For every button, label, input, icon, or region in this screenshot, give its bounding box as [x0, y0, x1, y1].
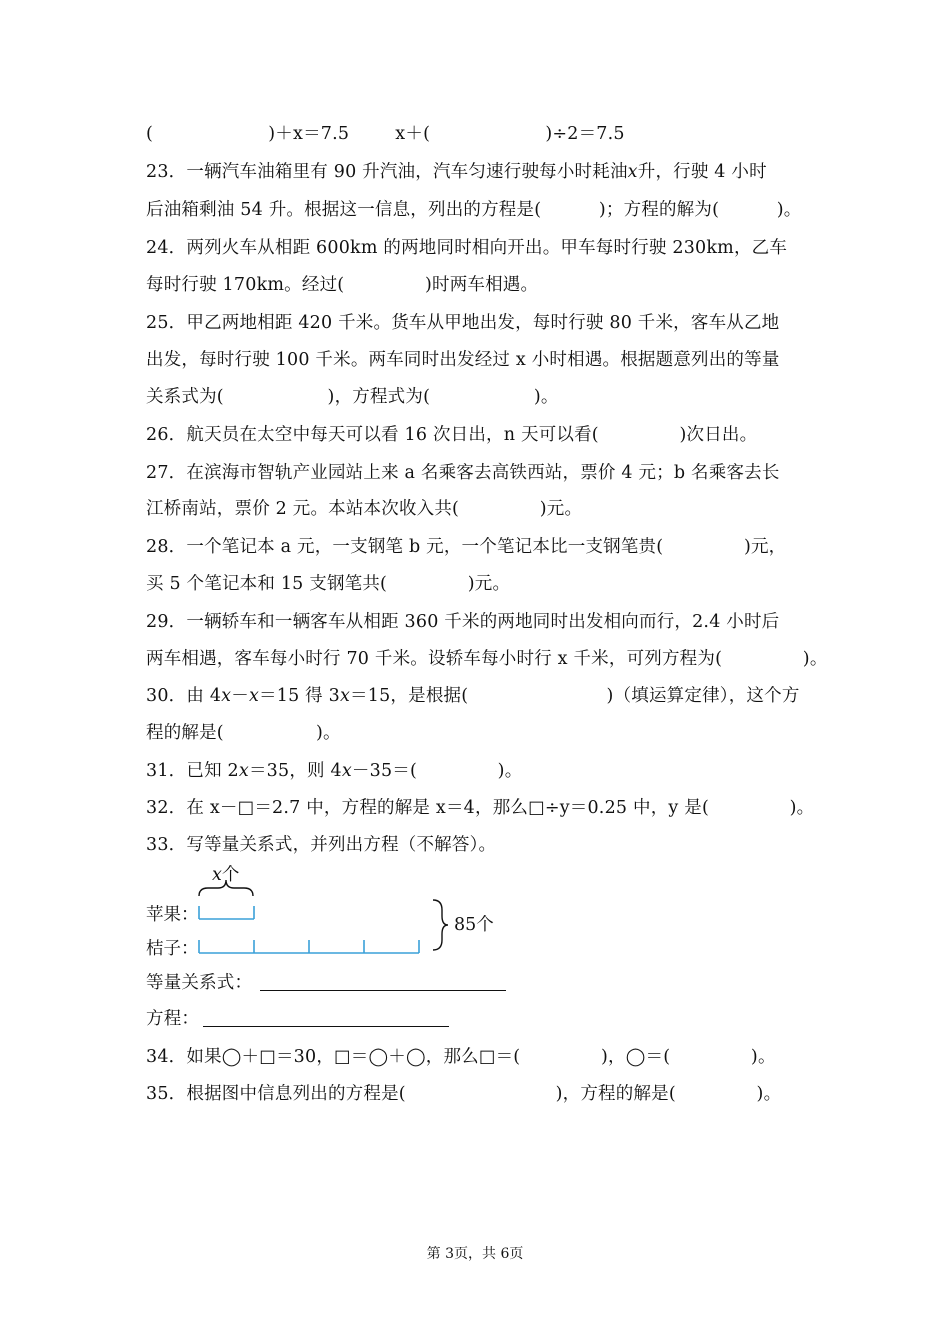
equation-answer-line[interactable] — [203, 1026, 449, 1027]
q31-var-2: x — [341, 761, 352, 781]
brace-var: x — [212, 865, 222, 885]
q30-line2: 程的解是( )。 — [146, 723, 341, 743]
orange-segments — [199, 940, 419, 953]
total-label: 85个 — [454, 915, 494, 935]
q28-line1: 28．一个笔记本 a 元，一支钢笔 b 元，一个笔记本比一支钢笔贵( )元， — [146, 537, 787, 557]
q23-line2: 后油箱剩油 54 升。根据这一信息，列出的方程是( )；方程的解为( )。 — [146, 200, 802, 220]
apple-brace — [199, 880, 253, 896]
q33-relation-line — [146, 971, 816, 995]
q30-text-a: 30．由 4 — [146, 686, 222, 706]
q30-text-c: ＝15 得 3 — [259, 686, 340, 706]
q30-var-3: x — [339, 686, 351, 706]
orange-label: 桔子： — [146, 939, 199, 959]
q28-line2: 买 5 个笔记本和 15 支钢笔共( )元。 — [146, 574, 511, 594]
q29-line2: 两车相遇，客车每小时行 70 千米。设轿车每小时行 x 千米，可列方程为( )。 — [146, 649, 828, 669]
relation-answer-line[interactable] — [260, 990, 506, 991]
q23-text-b: 升，行驶 4 小时 — [637, 162, 767, 182]
q31-line1 — [146, 759, 816, 783]
page-footer: 第 3页，共 6页 — [426, 1246, 524, 1262]
equation-label: 方程： — [146, 1009, 200, 1029]
q31-var-1: x — [238, 761, 249, 781]
q29-line1: 29．一辆轿车和一辆客车从相距 360 千米的两地同时出发相向而行，2.4 小时后 — [146, 612, 780, 632]
total-brace — [433, 900, 448, 950]
q23-text-a: 23．一辆汽车油箱里有 90 升汽油，汽车匀速行驶每小时耗油 — [146, 162, 628, 182]
q35-line1: 35．根据图中信息列出的方程是( )，方程的解是( )。 — [146, 1084, 782, 1104]
q30-line1 — [146, 684, 816, 708]
apple-segment — [199, 906, 254, 919]
q24-line2: 每时行驶 170km。经过( )时两车相遇。 — [146, 275, 539, 295]
q30-var-2: x — [248, 686, 260, 706]
line-equation-blanks: ( )＋x＝7.5 x＋( )÷2＝7.5 — [146, 124, 625, 144]
q30-text-d: ＝15，是根据( )（填运算定律），这个方 — [350, 686, 800, 706]
q33-line1: 33．写等量关系式，并列出方程（不解答）。 — [146, 835, 497, 855]
brace-unit: 个 — [221, 865, 240, 885]
q27-line1: 27．在滨海市智轨产业园站上来 a 名乘客去高铁西站，票价 4 元；b 名乘客去长 — [146, 463, 780, 483]
q25-line2: 出发，每时行驶 100 千米。两车同时出发经过 x 小时相遇。根据题意列出的等量 — [146, 350, 780, 370]
q25-line1: 25．甲乙两地相距 420 千米。货车从甲地出发，每时行驶 80 千米，客车从乙地 — [146, 313, 780, 333]
q26-line1: 26．航天员在太空中每天可以看 16 次日出，n 天可以看( )次日出。 — [146, 425, 758, 445]
q23-var: x — [627, 162, 638, 182]
q30-text-b: － — [231, 686, 249, 706]
q30-var-1: x — [221, 686, 232, 706]
q33-equation-line — [146, 1007, 816, 1031]
q23-line1 — [146, 160, 816, 184]
q31-text-a: 31．已知 2 — [146, 761, 239, 781]
segment-diagram — [196, 866, 456, 962]
q27-line2: 江桥南站，票价 2 元。本站本次收入共( )元。 — [146, 499, 583, 519]
q25-line3: 关系式为( )，方程式为( )。 — [146, 387, 559, 407]
relation-label: 等量关系式： — [146, 973, 253, 993]
q31-text-c: －35＝( )。 — [351, 761, 523, 781]
q32-line1: 32．在 x－□＝2.7 中，方程的解是 x＝4，那么□÷y＝0.25 中，y 是( )。 — [146, 798, 815, 818]
apple-label: 苹果： — [146, 905, 199, 925]
q24-line1: 24．两列火车从相距 600km 的两地同时相向开出。甲车每时行驶 230km，乙车 — [146, 238, 788, 258]
q34-line1: 34．如果◯＋□＝30，□＝◯＋◯，那么□＝( )，◯＝( )。 — [146, 1047, 776, 1067]
q31-text-b: ＝35，则 4 — [248, 761, 342, 781]
